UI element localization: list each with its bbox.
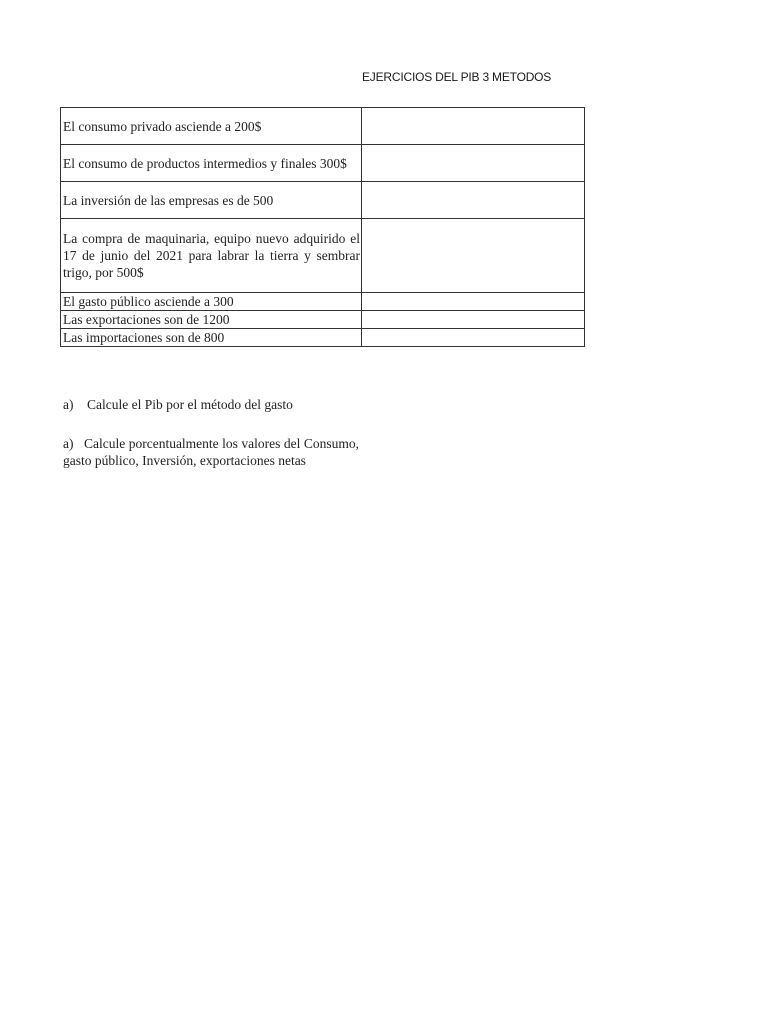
document-title: EJERCICIOS DEL PIB 3 METODOS [362, 70, 552, 84]
question-text: Calcule el Pib por el método del gasto [87, 397, 293, 412]
row-description: Las exportaciones son de 1200 [61, 311, 362, 329]
row-description: Las importaciones son de 800 [61, 329, 362, 347]
question-text: Calcule porcentualmente los valores del Consumo, gasto público, Inversión, exportaciones netas [63, 436, 359, 468]
table-row [61, 219, 585, 293]
row-description: El consumo de productos intermedios y finales 300$ [61, 145, 362, 182]
row-description: El consumo privado asciende a 200$ [61, 108, 362, 145]
table-row [61, 108, 585, 145]
row-value-cell [362, 219, 585, 293]
row-value-cell [362, 145, 585, 182]
table-row [61, 329, 585, 347]
row-description: El gasto público asciende a 300 [61, 293, 362, 311]
row-value-cell [362, 182, 585, 219]
table-row [61, 293, 585, 311]
row-description: La compra de maquinaria, equipo nuevo adquirido el 17 de junio del 2021 para labrar la tierra y sembrar trigo, por 500$ [61, 219, 362, 293]
question-2 [63, 435, 359, 469]
row-value-cell [362, 108, 585, 145]
table-row [61, 182, 585, 219]
question-1 [63, 396, 293, 413]
row-value-cell [362, 311, 585, 329]
question-marker: a) [63, 436, 74, 451]
row-value-cell [362, 293, 585, 311]
table-row [61, 145, 585, 182]
row-value-cell [362, 329, 585, 347]
row-description: La inversión de las empresas es de 500 [61, 182, 362, 219]
table-row [61, 311, 585, 329]
exercise-table [60, 107, 585, 347]
question-marker: a) [63, 397, 74, 412]
